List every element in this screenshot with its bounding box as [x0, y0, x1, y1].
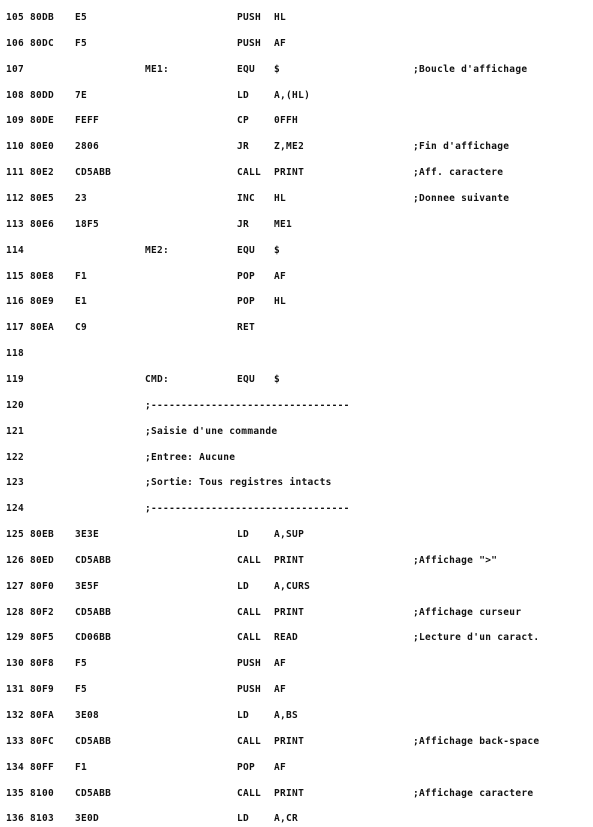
- comment: ;Affichage caractere: [413, 787, 534, 799]
- mnemonic: CALL: [237, 167, 262, 179]
- listing-line: [0, 243, 593, 259]
- operand: ME1: [274, 218, 293, 230]
- mnemonic: EQU: [237, 373, 256, 385]
- operand: HL: [274, 296, 287, 308]
- line-number: 110: [6, 141, 25, 153]
- comment: ;Fin d'affichage: [413, 141, 510, 153]
- address: 80E9: [30, 296, 55, 308]
- address: 80F2: [30, 606, 55, 618]
- address: 8103: [30, 813, 55, 825]
- operand: A,SUP: [274, 529, 305, 540]
- listing-line: [0, 10, 593, 26]
- line-number: 121: [6, 425, 25, 437]
- label: ;Entree: Aucune: [145, 451, 236, 463]
- operand: PRINT: [274, 606, 305, 618]
- operand: Z,ME2: [274, 141, 305, 153]
- comment: ;Affichage ">": [413, 554, 498, 566]
- label: CMD:: [145, 373, 170, 385]
- machine-code: F5: [75, 37, 88, 49]
- line-number: 135: [6, 787, 25, 799]
- label: ;Saisie d'une commande: [145, 425, 278, 437]
- mnemonic: POP: [237, 296, 256, 308]
- line-number: 115: [6, 270, 25, 282]
- operand: A,CURS: [274, 580, 311, 592]
- listing-line: [0, 294, 593, 310]
- listing-line: [0, 527, 593, 543]
- address: 80F0: [30, 580, 55, 592]
- listing-line: [0, 475, 593, 491]
- listing-line: [0, 424, 593, 440]
- mnemonic: CALL: [237, 554, 262, 566]
- listing-line: [0, 734, 593, 750]
- address: 80E8: [30, 270, 55, 282]
- operand: PRINT: [274, 787, 305, 799]
- listing-line: [0, 786, 593, 802]
- machine-code: 3E08: [75, 710, 100, 721]
- mnemonic: POP: [237, 761, 256, 773]
- listing-line: [0, 656, 593, 672]
- mnemonic: PUSH: [237, 12, 262, 23]
- machine-code: F1: [75, 761, 88, 773]
- machine-code: 3E0D: [75, 813, 100, 825]
- label: ME1:: [145, 63, 170, 75]
- machine-code: CD06BB: [75, 632, 112, 644]
- listing-line: [0, 811, 593, 827]
- address: 80E2: [30, 167, 55, 179]
- machine-code: F5: [75, 658, 88, 670]
- label: ME2:: [145, 244, 170, 256]
- address: 80DE: [30, 115, 55, 127]
- mnemonic: POP: [237, 270, 256, 282]
- machine-code: E1: [75, 296, 88, 308]
- line-number: 112: [6, 193, 25, 204]
- operand: AF: [274, 684, 287, 696]
- machine-code: CD5ABB: [75, 554, 112, 566]
- mnemonic: LD: [237, 580, 250, 592]
- operand: 0FFH: [274, 115, 299, 127]
- line-number: 129: [6, 632, 25, 644]
- mnemonic: CALL: [237, 606, 262, 618]
- machine-code: 3E5F: [75, 580, 100, 592]
- address: 80DC: [30, 37, 55, 49]
- operand: $: [274, 373, 281, 385]
- line-number: 108: [6, 89, 25, 101]
- comment: ;Aff. caractere: [413, 167, 504, 179]
- line-number: 132: [6, 710, 25, 721]
- listing-line: [0, 553, 593, 569]
- machine-code: 2806: [75, 141, 100, 153]
- listing-line: [0, 682, 593, 698]
- listing-line: [0, 88, 593, 104]
- line-number: 113: [6, 218, 25, 230]
- line-number: 120: [6, 399, 25, 411]
- listing-line: [0, 450, 593, 466]
- operand: $: [274, 63, 281, 75]
- address: 80DD: [30, 89, 55, 101]
- machine-code: CD5ABB: [75, 606, 112, 618]
- line-number: 130: [6, 658, 25, 670]
- operand: PRINT: [274, 167, 305, 179]
- mnemonic: JR: [237, 141, 250, 153]
- operand: HL: [274, 12, 287, 23]
- mnemonic: EQU: [237, 63, 256, 75]
- machine-code: 7E: [75, 89, 88, 101]
- mnemonic: CALL: [237, 787, 262, 799]
- line-number: 124: [6, 503, 25, 515]
- address: 80EB: [30, 529, 55, 540]
- mnemonic: CP: [237, 115, 250, 127]
- line-number: 117: [6, 322, 25, 334]
- listing-line: [0, 139, 593, 155]
- mnemonic: PUSH: [237, 684, 262, 696]
- listing-line: [0, 320, 593, 336]
- line-number: 114: [6, 244, 25, 256]
- line-number: 111: [6, 167, 25, 179]
- listing-line: [0, 398, 593, 414]
- machine-code: C9: [75, 322, 88, 334]
- comment: ;Affichage curseur: [413, 606, 522, 618]
- label: ;---------------------------------: [145, 503, 350, 515]
- machine-code: FEFF: [75, 115, 100, 127]
- line-number: 106: [6, 37, 25, 49]
- mnemonic: LD: [237, 529, 250, 540]
- address: 80FC: [30, 735, 55, 747]
- listing-line: [0, 191, 593, 207]
- listing-line: [0, 760, 593, 776]
- machine-code: CD5ABB: [75, 735, 112, 747]
- operand: A,(HL): [274, 89, 311, 101]
- mnemonic: LD: [237, 89, 250, 101]
- address: 80E6: [30, 218, 55, 230]
- operand: AF: [274, 270, 287, 282]
- mnemonic: CALL: [237, 632, 262, 644]
- address: 80DB: [30, 12, 55, 23]
- line-number: 107: [6, 63, 25, 75]
- operand: HL: [274, 193, 287, 204]
- line-number: 119: [6, 373, 25, 385]
- comment: ;Donnee suivante: [413, 193, 510, 204]
- line-number: 122: [6, 451, 25, 463]
- machine-code: 3E3E: [75, 529, 100, 540]
- operand: A,BS: [274, 710, 299, 721]
- listing-line: [0, 113, 593, 129]
- operand: PRINT: [274, 735, 305, 747]
- machine-code: CD5ABB: [75, 787, 112, 799]
- operand: A,CR: [274, 813, 299, 825]
- line-number: 134: [6, 761, 25, 773]
- machine-code: 23: [75, 193, 88, 204]
- listing-line: [0, 346, 593, 362]
- address: 8100: [30, 787, 55, 799]
- line-number: 131: [6, 684, 25, 696]
- address: 80F9: [30, 684, 55, 696]
- address: 80EA: [30, 322, 55, 334]
- comment: ;Affichage back-space: [413, 735, 540, 747]
- line-number: 136: [6, 813, 25, 825]
- address: 80E0: [30, 141, 55, 153]
- listing-line: [0, 605, 593, 621]
- machine-code: E5: [75, 12, 88, 23]
- machine-code: CD5ABB: [75, 167, 112, 179]
- machine-code: 18F5: [75, 218, 100, 230]
- operand: READ: [274, 632, 299, 644]
- line-number: 126: [6, 554, 25, 566]
- mnemonic: JR: [237, 218, 250, 230]
- listing-line: [0, 501, 593, 517]
- address: 80F5: [30, 632, 55, 644]
- machine-code: F1: [75, 270, 88, 282]
- label: ;---------------------------------: [145, 399, 350, 411]
- operand: AF: [274, 761, 287, 773]
- address: 80FA: [30, 710, 55, 721]
- operand: AF: [274, 37, 287, 49]
- line-number: 123: [6, 477, 25, 489]
- mnemonic: INC: [237, 193, 256, 204]
- listing-line: [0, 165, 593, 181]
- operand: PRINT: [274, 554, 305, 566]
- comment: ;Boucle d'affichage: [413, 63, 528, 75]
- line-number: 105: [6, 12, 25, 23]
- label: ;Sortie: Tous registres intacts: [145, 477, 332, 489]
- listing-line: [0, 708, 593, 724]
- mnemonic: PUSH: [237, 37, 262, 49]
- address: 80E5: [30, 193, 55, 204]
- listing-line: [0, 372, 593, 388]
- line-number: 125: [6, 529, 25, 540]
- address: 80FF: [30, 761, 55, 773]
- mnemonic: PUSH: [237, 658, 262, 670]
- listing-line: [0, 579, 593, 595]
- listing-line: [0, 62, 593, 78]
- line-number: 118: [6, 348, 25, 360]
- listing-line: [0, 630, 593, 646]
- line-number: 116: [6, 296, 25, 308]
- listing-line: [0, 217, 593, 233]
- operand: $: [274, 244, 281, 256]
- machine-code: F5: [75, 684, 88, 696]
- mnemonic: EQU: [237, 244, 256, 256]
- line-number: 127: [6, 580, 25, 592]
- mnemonic: CALL: [237, 735, 262, 747]
- mnemonic: LD: [237, 813, 250, 825]
- mnemonic: LD: [237, 710, 250, 721]
- listing-line: [0, 269, 593, 285]
- listing-line: [0, 36, 593, 52]
- line-number: 128: [6, 606, 25, 618]
- mnemonic: RET: [237, 322, 256, 334]
- line-number: 133: [6, 735, 25, 747]
- line-number: 109: [6, 115, 25, 127]
- operand: AF: [274, 658, 287, 670]
- address: 80ED: [30, 554, 55, 566]
- comment: ;Lecture d'un caract.: [413, 632, 540, 644]
- address: 80F8: [30, 658, 55, 670]
